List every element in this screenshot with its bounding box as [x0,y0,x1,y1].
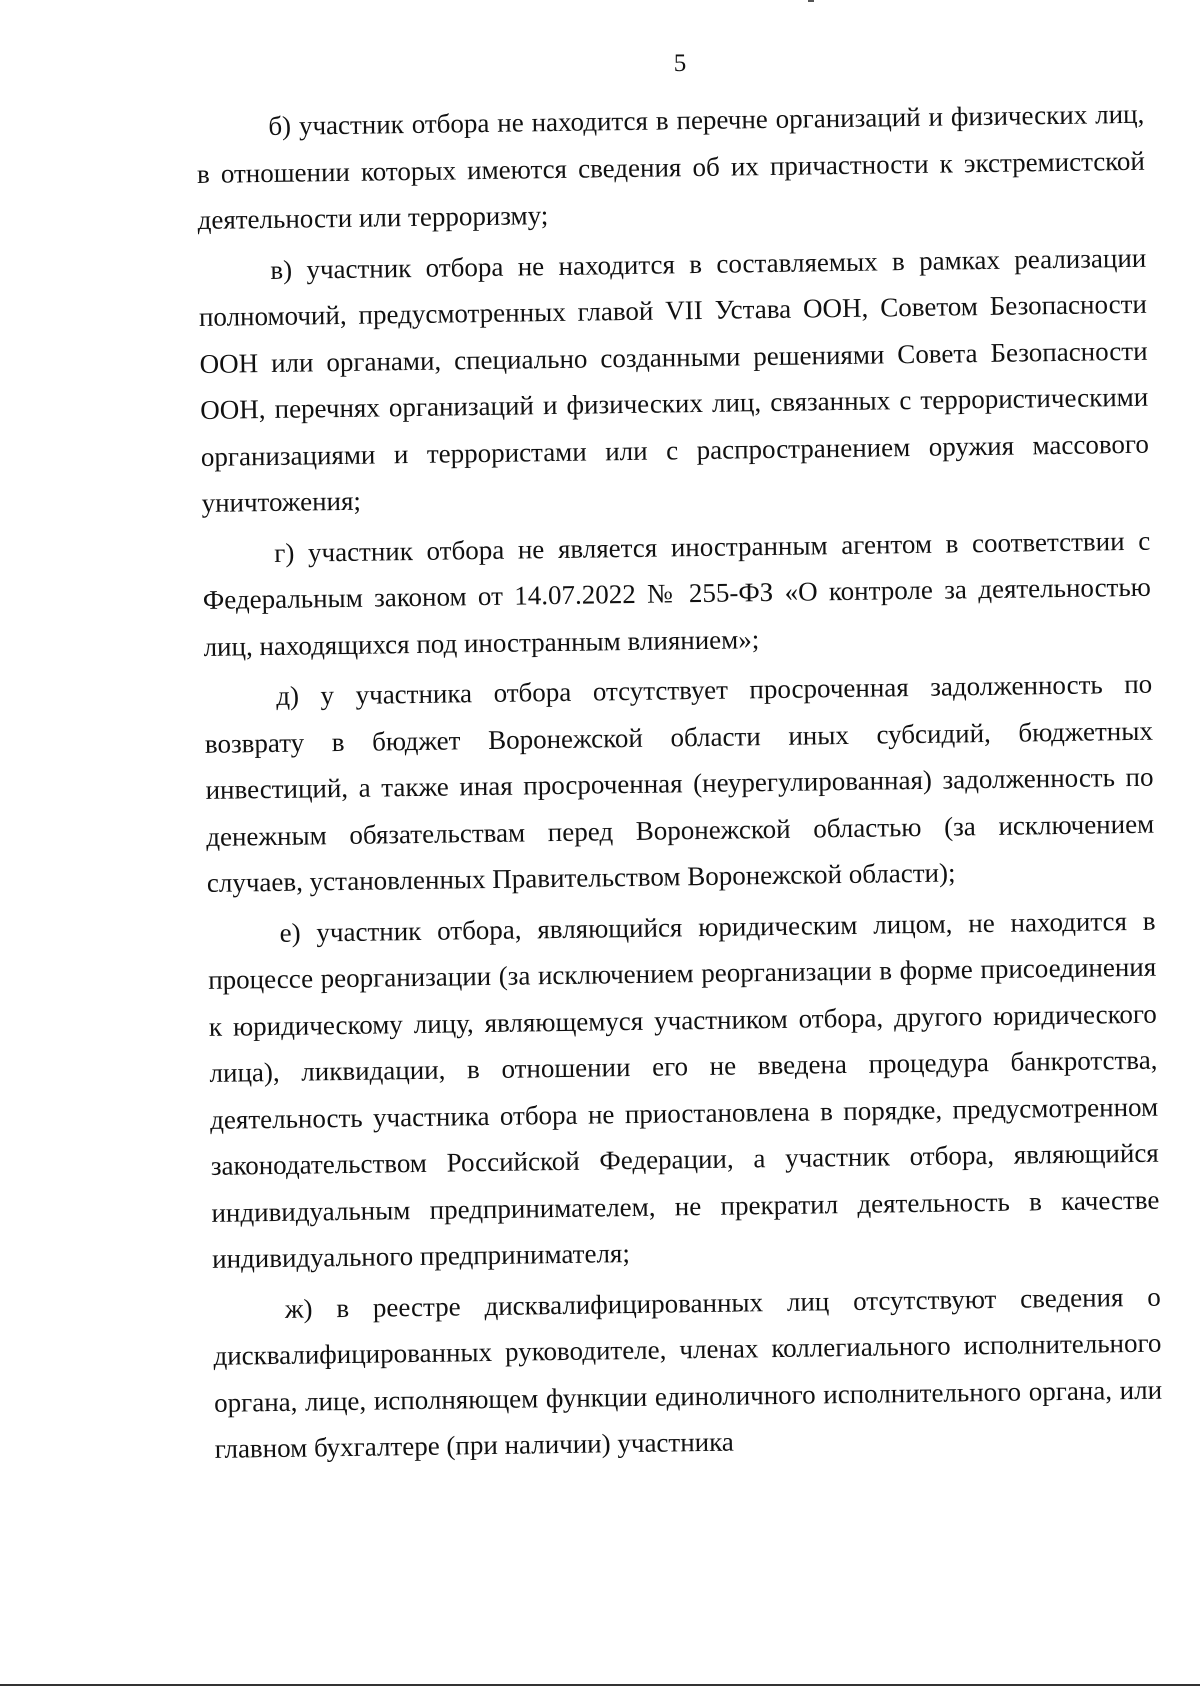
paragraph-b: б) участник отбора не находится в перечне организаций и физических лиц, в отношении которых имеются сведения об их причастности к экстремистской деятельности или терроризму; [196,98,1146,235]
scan-speck [808,0,814,2]
paragraph-d: д) у участника отбора отсутствует просроченная задолженность по возврату в бюджет Воронежской области иных субсидий, бюджетных инвестиций, а также иная просроченная (неурегулированная) задолженность по денежным обязательствам перед Воронежской областью (за исключением случаев, установленных Правительством Воронежской области); [204,668,1155,898]
document-body [196,91,1163,1477]
page-number: 5 [673,50,687,77]
bottom-scan-edge [0,1684,1200,1686]
paragraph-g: г) участник отбора не является иностранным агентом в соответствии с Федеральным законом от 14.07.2022 № 255-ФЗ «О контроле за деятельностью лиц, находящихся под иностранным влиянием»; [202,525,1152,662]
paragraph-e: е) участник отбора, являющийся юридическим лицом, не находится в процессе реорганизации (за исключением реорганизации в форме присоединения к юридическому лицу, являющемуся участником отбора, другого юридического лица), ликвидации, в отношении его не введена процедура банкротства, деятельность участника отбора не приостановлена в порядке, предусмотренном законодательством Российской Федерации, а участник отбора, являющийся индивидуальным предпринимателем, не прекратил деятельность в качестве индивидуального предпринимателя; [208,905,1160,1274]
paragraph-zh: ж) в реестре дисквалифицированных лиц отсутствуют сведения о дисквалифицированных руководителе, членах коллегиального исполнительного органа, лице, исполняющем функции единоличного исполнительного органа, или главном бухгалтере (при наличии) участника [213,1281,1163,1464]
paragraph-v: в) участник отбора не находится в составляемых в рамках реализации полномочий, предусмотренных главой VII Устава ООН, Советом Безопасности ООН или органами, специально созданными решениями Совета Безопасности ООН, перечнях организаций и физических лиц, связанных с террористическими организациями и террористами или с распространением оружия массового уничтожения; [198,242,1150,518]
